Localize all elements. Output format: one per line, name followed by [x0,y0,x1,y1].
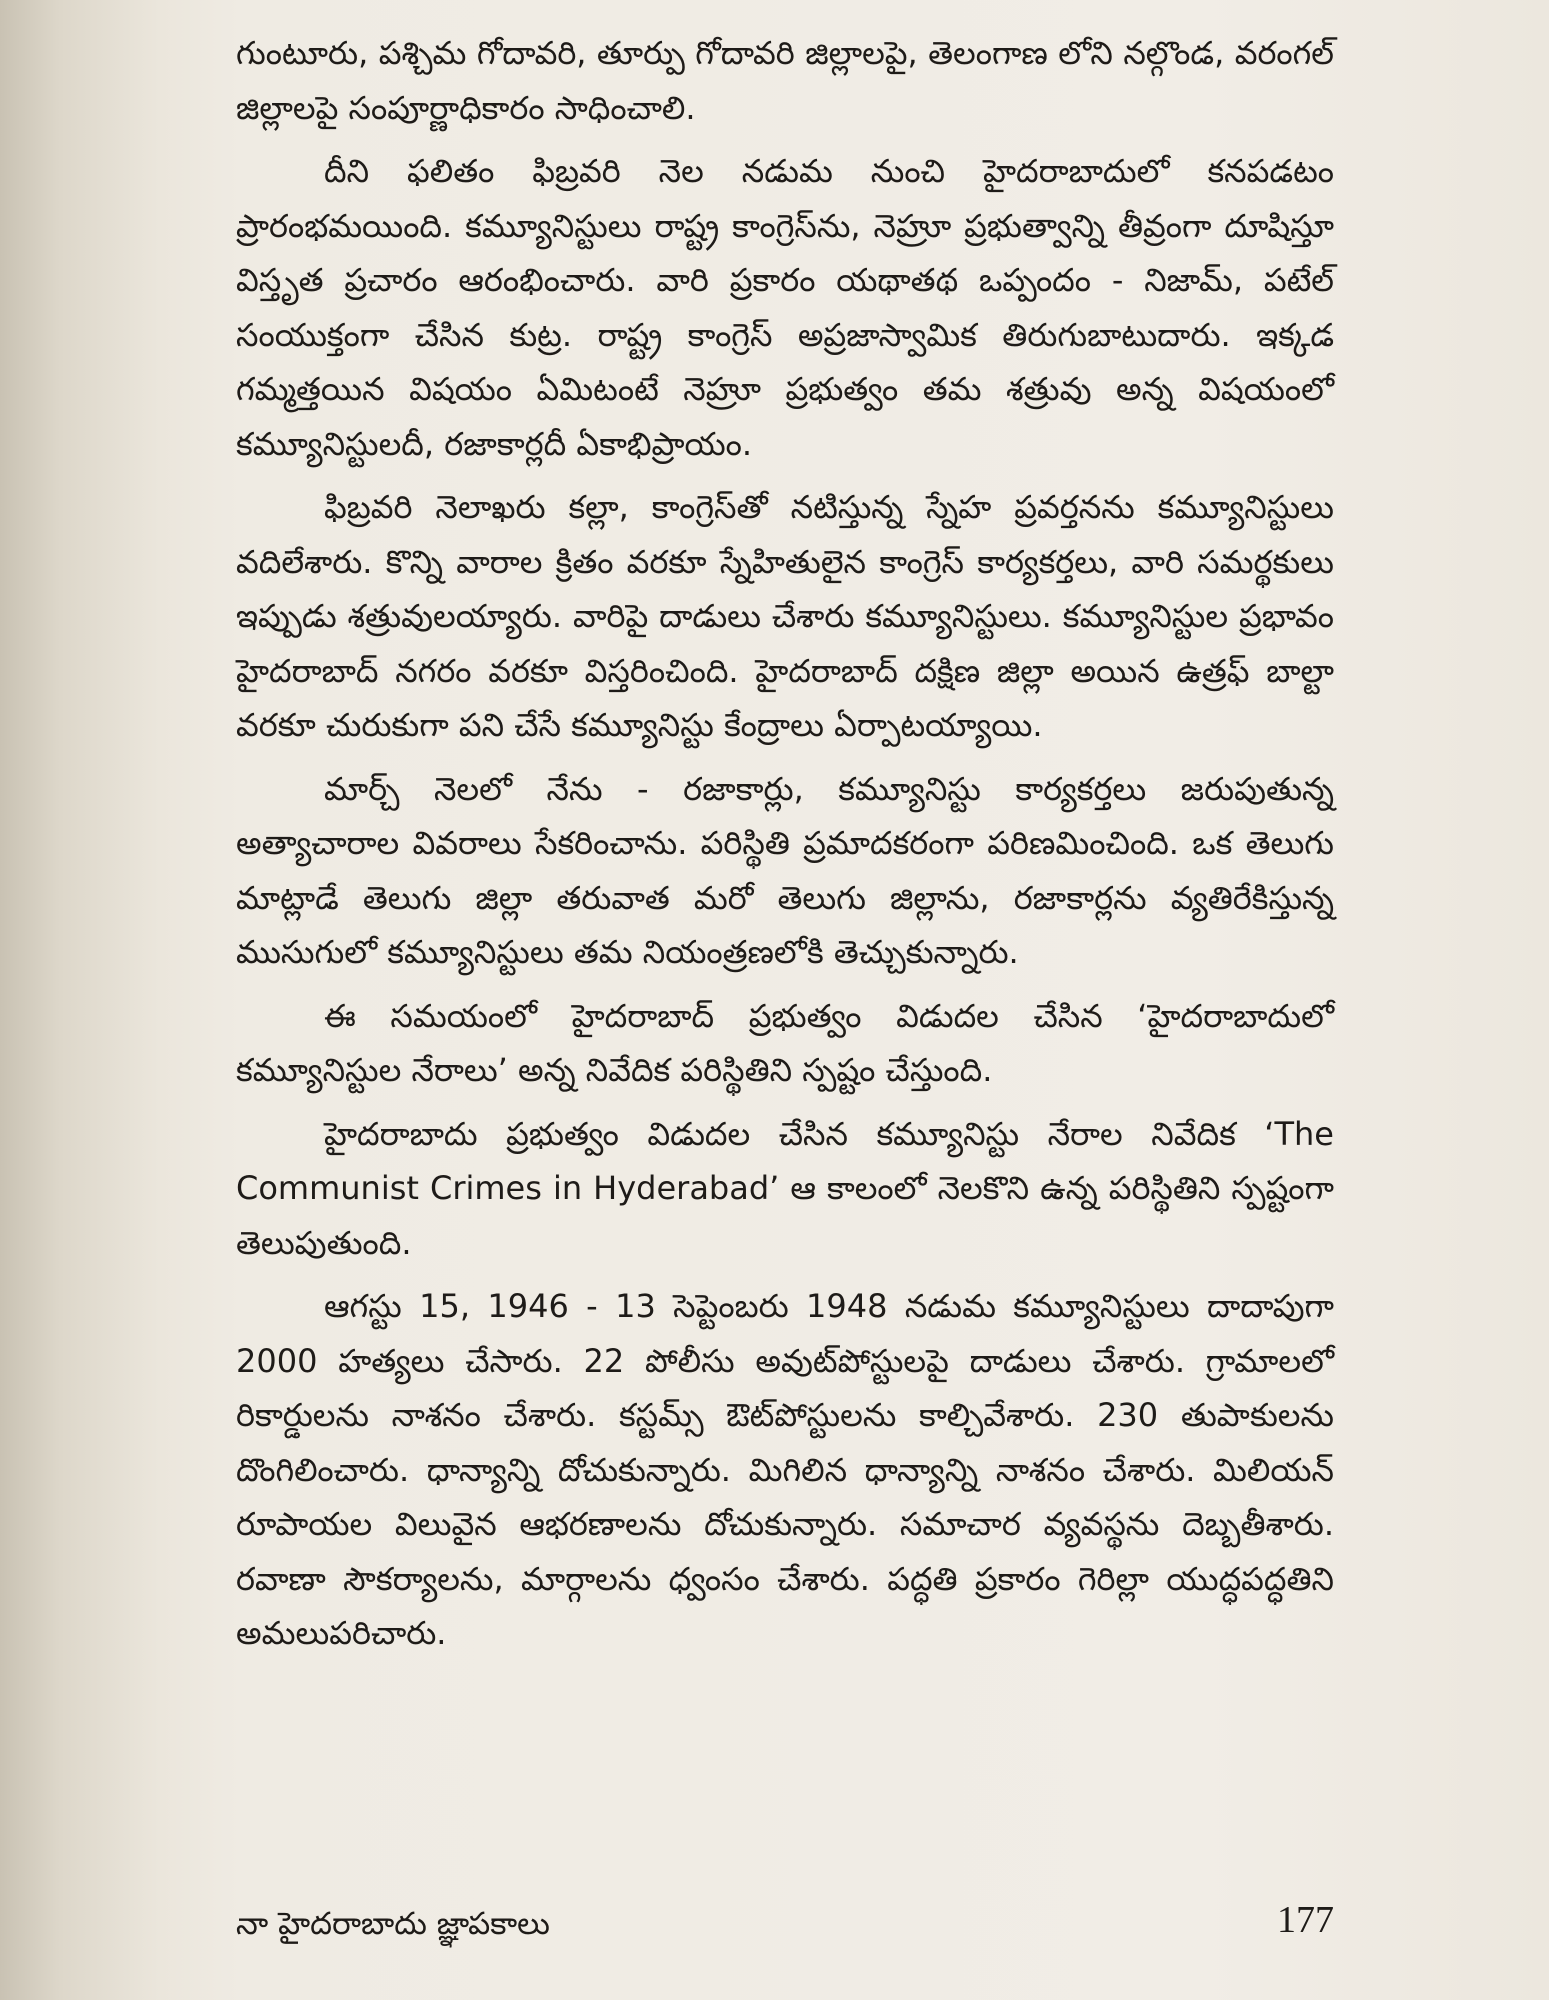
paragraph: ఆగస్టు 15, 1946 - 13 సెప్టెంబరు 1948 నడుమ కమ్యూనిస్టులు దాదాపుగా 2000 హత్యలు చేసారు. 22 పోలీసు అవుట్‌పోస్టులపై దాడులు చేశారు. గ్రామాలలో రికార్డులను నాశనం చేశారు. కస్టమ్స్ ఔట్‌పోస్టులను కాల్చివేశారు. 230 తుపాకులను దొంగిలించారు. ధాన్యాన్ని దోచుకున్నారు. మిగిలిన ధాన్యాన్ని నాశనం చేశారు. మిలియన్ రూపాయల విలువైన ఆభరణాలను దోచుకున్నారు. సమాచార వ్యవస్థను దెబ్బతీశారు. రవాణా సౌకర్యాలను, మార్గాలను ధ్వంసం చేశారు. పద్ధతి ప్రకారం గెరిల్లా యుద్ధపద్ధతిని అమలుపరిచారు. [236,1287,1334,1652]
running-footer-title: నా హైదరాబాదు జ్ఞాపకాలు [236,1906,550,1942]
paragraph: ఫిబ్రవరి నెలాఖరు కల్లా, కాంగ్రెస్‌తో నటిస్తున్న స్నేహ ప్రవర్తనను కమ్యూనిస్టులు వదిలేశారు. కొన్ని వారాల క్రితం వరకూ స్నేహితులైన కాంగ్రెస్ కార్యకర్తలు, వారి సమర్థకులు ఇప్పుడు శత్రువులయ్యారు. వారిపై దాడులు చేశారు కమ్యూనిస్టులు. కమ్యూనిస్టుల ప్రభావం హైదరాబాద్ నగరం వరకూ విస్తరించింది. హైదరాబాద్ దక్షిణ జిల్లా అయిన ఉత్రఫ్ బాల్టా వరకూ చురుకుగా పని చేసే కమ్యూనిస్టు కేంద్రాలు ఏర్పాటయ్యాయి. [236,488,1334,744]
page-number: 177 [1277,1899,1334,1941]
body-text [236,26,1334,1670]
paragraph: మార్చ్ నెలలో నేను - రజాకార్లు, కమ్యూనిస్టు కార్యకర్తలు జరుపుతున్న అత్యాచారాల వివరాలు సేకరించాను. పరిస్థితి ప్రమాదకరంగా పరిణమించింది. ఒక తెలుగు మాట్లాడే తెలుగు జిల్లా తరువాత మరో తెలుగు జిల్లాను, రజాకార్లను వ్యతిరేకిస్తున్న ముసుగులో కమ్యూనిస్టులు తమ నియంత్రణలోకి తెచ్చుకున్నారు. [236,769,1334,971]
paragraph: హైదరాబాదు ప్రభుత్వం విడుదల చేసిన కమ్యూనిస్టు నేరాల నివేదిక ‘The Communist Crimes in Hyderabad’ ఆ కాలంలో నెలకొని ఉన్న పరిస్థితిని స్పష్టంగా తెలుపుతుంది. [236,1114,1334,1262]
paragraph: దీని ఫలితం ఫిబ్రవరి నెల నడుమ నుంచి హైదరాబాదులో కనపడటం ప్రారంభమయింది. కమ్యూనిస్టులు రాష్ట్ర కాంగ్రెస్‌ను, నెహ్రూ ప్రభుత్వాన్ని తీవ్రంగా దూషిస్తూ విస్తృత ప్రచారం ఆరంభించారు. వారి ప్రకారం యథాతథ ఒప్పందం - నిజామ్, పటేల్ సంయుక్తంగా చేసిన కుట్ర. రాష్ట్ర కాంగ్రెస్ అప్రజాస్వామిక తిరుగుబాటుదారు. ఇక్కడ గమ్మత్తయిన విషయం ఏమిటంటే నెహ్రూ ప్రభుత్వం తమ శత్రువు అన్న విషయంలో కమ్యూనిస్టులదీ, రజాకార్లదీ ఏకాభిప్రాయం. [236,152,1334,463]
paragraph: ఈ సమయంలో హైదరాబాద్ ప్రభుత్వం విడుదల చేసిన ‘హైదరాబాదులో కమ్యూనిస్టుల నేరాలు’ అన్న నివేదిక పరిస్థితిని స్పష్టం చేస్తుంది. [236,996,1334,1089]
paragraph: గుంటూరు, పశ్చిమ గోదావరి, తూర్పు గోదావరి జిల్లాలపై, తెలంగాణ లోని నల్గొండ, వరంగల్ జిల్లాలపై సంపూర్ణాధికారం సాధించాలి. [236,34,1334,127]
